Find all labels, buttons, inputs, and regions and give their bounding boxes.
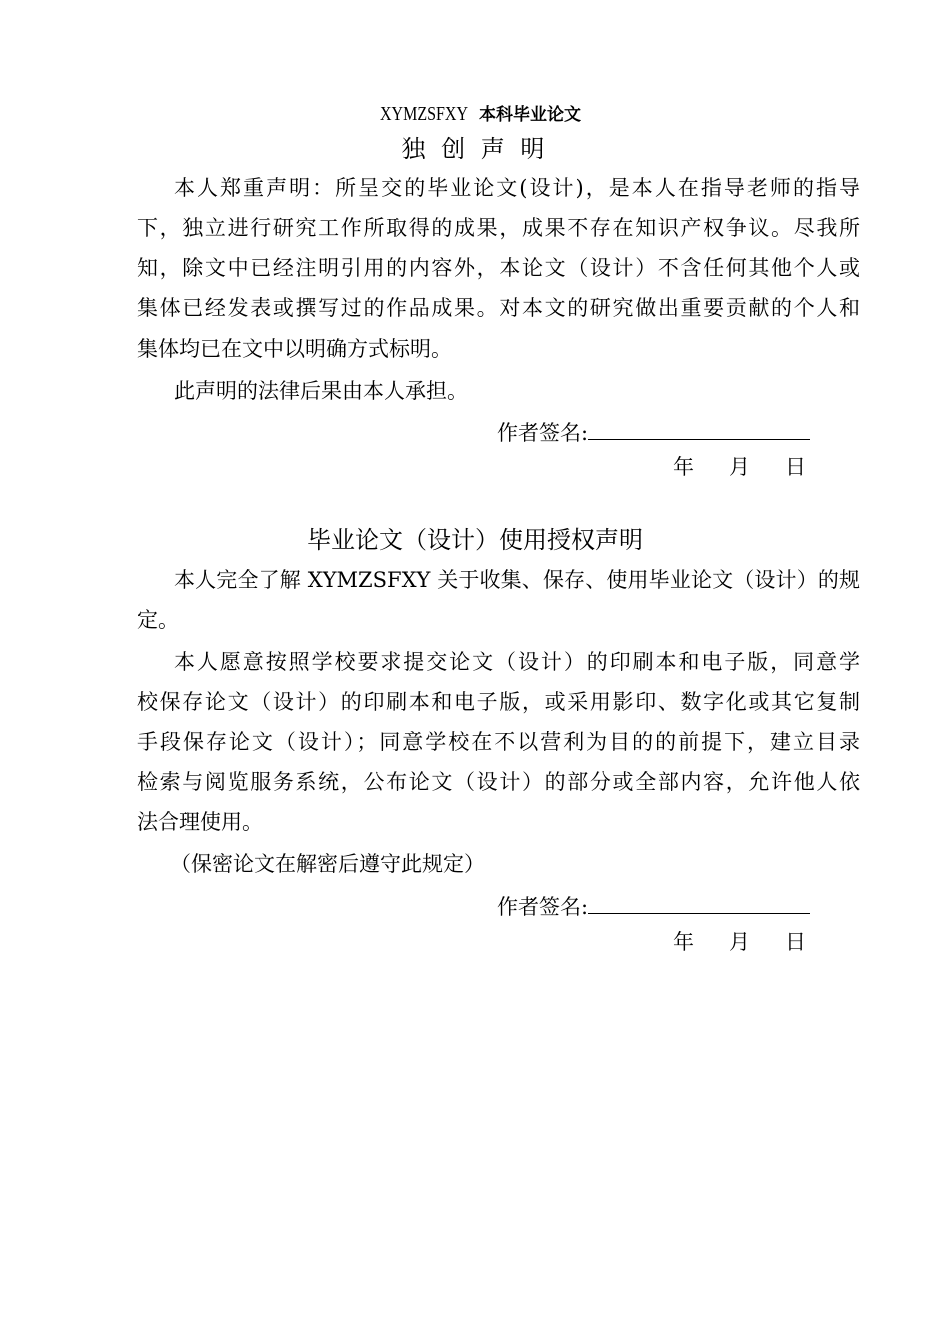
date-day: 日 [785, 455, 806, 479]
author-signature-field[interactable] [497, 894, 810, 920]
date-day: 日 [785, 930, 806, 954]
declaration-line: 本人郑重声明：所呈交的毕业论文(设计)，是本人在指导老师的指导 [174, 176, 860, 200]
declaration-heading: 独 创 声 明 [401, 135, 549, 163]
declaration-line: 集体均已在文中以明确方式标明。 [137, 337, 452, 361]
authorization-line: 手段保存论文（设计）；同意学校在不以营利为目的的前提下，建立目录 [137, 730, 860, 754]
authorization-line: 检索与阅览服务系统，公布论文（设计）的部分或全部内容，允许他人依 [137, 770, 860, 794]
authorization-line: 本人完全了解 XYMZSFXY 关于收集、保存、使用毕业论文（设计）的规 [174, 568, 860, 592]
signature-line[interactable] [588, 421, 810, 440]
declaration-line: 知，除文中已经注明引用的内容外，本论文（设计）不含任何其他个人或 [137, 256, 860, 280]
authorization-line: 本人愿意按照学校要求提交论文（设计）的印刷本和电子版，同意学 [174, 650, 860, 674]
authorization-heading: 毕业论文（设计）使用授权声明 [307, 526, 643, 554]
signature-date [673, 929, 841, 955]
date-month: 月 [729, 455, 750, 479]
signature-date [673, 454, 841, 480]
authorization-line: 校保存论文（设计）的印刷本和电子版，或采用影印、数字化或其它复制 [137, 690, 860, 714]
school-code: XYMZSFXY [379, 103, 469, 125]
author-signature-field[interactable] [497, 420, 810, 446]
authorization-line: 法合理使用。 [137, 810, 263, 834]
date-year: 年 [673, 455, 694, 479]
liability-statement: 此声明的法律后果由本人承担。 [174, 379, 468, 403]
signature-line[interactable] [588, 895, 810, 914]
signature-label: 作者签名: [497, 421, 589, 445]
date-month: 月 [729, 930, 750, 954]
document-header [0, 101, 950, 127]
declaration-line: 下，独立进行研究工作所取得的成果，成果不存在知识产权争议。尽我所 [137, 216, 860, 240]
header-title: 本科毕业论文 [479, 105, 582, 125]
declaration-line: 集体已经发表或撰写过的作品成果。对本文的研究做出重要贡献的个人和 [137, 296, 860, 320]
signature-label: 作者签名: [497, 895, 589, 919]
authorization-line: 定。 [137, 608, 179, 632]
confidential-note: （保密论文在解密后遵守此规定） [170, 852, 485, 876]
date-year: 年 [673, 930, 694, 954]
